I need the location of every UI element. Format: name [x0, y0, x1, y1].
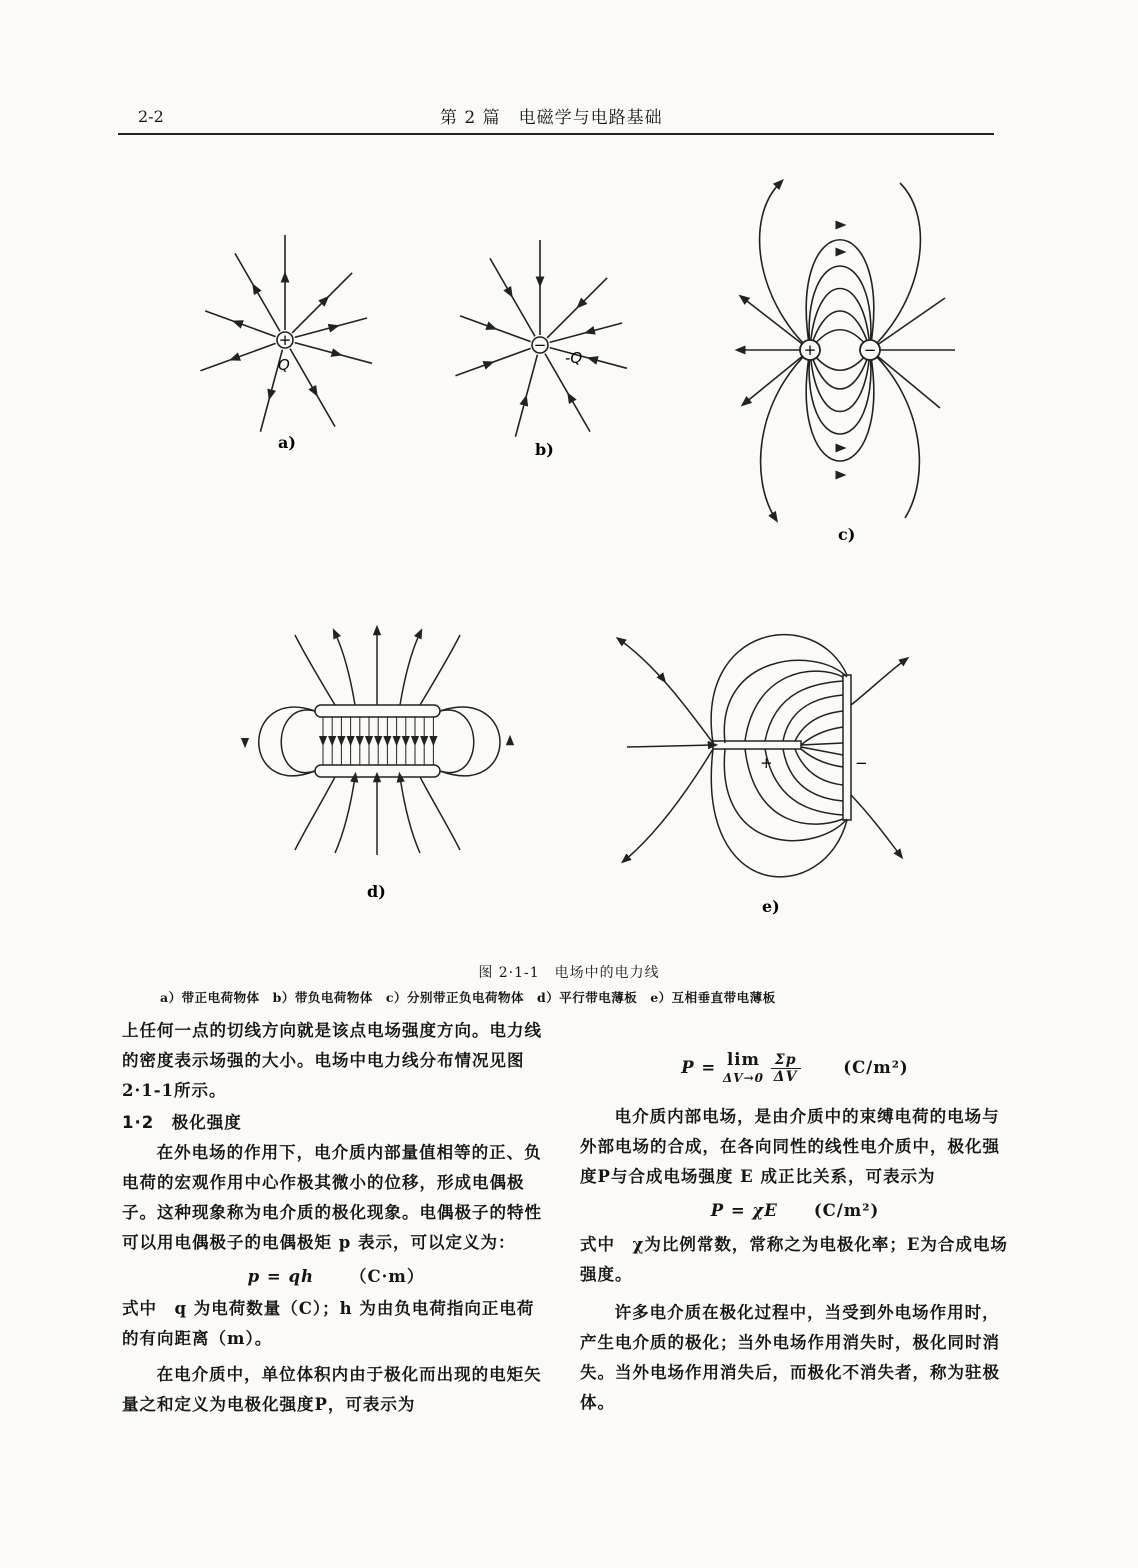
- field-line: [515, 355, 537, 437]
- figure-title: 图 2·1-1 电场中的电力线: [478, 965, 660, 981]
- section-heading: 1·2 极化强度: [122, 1113, 242, 1132]
- figure-panel-c: [735, 178, 975, 548]
- panel-b-label: b): [535, 440, 554, 459]
- field-line: [295, 343, 372, 364]
- equation-text: p = qh: [247, 1267, 315, 1286]
- field-arrow: [510, 292, 511, 293]
- dipole-positive-sign: +: [803, 341, 817, 359]
- paragraph: 电介质内部电场，是由介质中的束缚电荷的电场与外部电场的合成，在各向同性的线性电介质中，极化强度P与合成电场强度 E 成正比关系，可表示为: [580, 1107, 1000, 1186]
- lim-text: lim: [727, 1049, 761, 1069]
- field-line: [290, 349, 335, 427]
- paragraph: 在外电场的作用下，电介质内部量值相等的正、负电荷的宏观作用中心作极其微小的位移，形成电偶极子。这种现象称为电介质的极化现象。电偶极子的特性可以用电偶极子的电偶极矩 p 表示，可以定义为：: [122, 1143, 542, 1252]
- fraction: [771, 1052, 801, 1085]
- equation-polarization: [580, 1196, 1010, 1226]
- equation-lhs: P =: [681, 1058, 717, 1077]
- dipole-negative-sign: −: [863, 341, 877, 359]
- charge-label-neg-q: -Q: [565, 349, 583, 367]
- panel-d-label: d): [367, 882, 386, 901]
- field-line: [550, 323, 622, 342]
- plate-negative-sign: −: [855, 754, 868, 772]
- field-line: [200, 343, 275, 370]
- right-column: [580, 1040, 1010, 1418]
- field-line: [205, 311, 275, 337]
- field-arrow: [570, 397, 571, 398]
- equation-text: P = χE: [710, 1201, 778, 1220]
- fraction-denominator: ΔV: [773, 1069, 798, 1085]
- field-line: [455, 348, 530, 375]
- equation-dipole-moment: [122, 1262, 550, 1292]
- figure-panel-e: [615, 605, 935, 915]
- charge-label-q: Q: [278, 356, 290, 374]
- panel-a-label: a): [278, 433, 296, 452]
- figure-panel-b: [435, 240, 655, 470]
- field-arrow: [315, 391, 316, 392]
- figure-caption: a）带正电荷物体 b）带负电荷物体 c）分别带正负电荷物体 d）平行带电薄板 e）互相垂直带电薄板: [160, 990, 776, 1005]
- field-arrow: [255, 288, 256, 289]
- figure-panel-d: [235, 625, 525, 905]
- paragraph: 许多电介质在极化过程中，当受到外电场作用时，产生电介质的极化；当外电场作用消失时，极化同时消失。当外电场作用消失后，而极化不消失者，称为驻极体。: [580, 1303, 1000, 1412]
- lim-subscript: ΔV→0: [723, 1070, 765, 1085]
- header-rule: [118, 133, 994, 135]
- paragraph: 在电介质中，单位体积内由于极化而出现的电矩矢量之和定义为电极化强度P，可表示为: [122, 1365, 542, 1414]
- equation-polarization-limit: [580, 1048, 1010, 1088]
- charge-sign-positive: +: [278, 331, 292, 349]
- paragraph: 上任何一点的切线方向就是该点电场强度方向。电力线的密度表示场强的大小。电场中电力线分布情况见图2·1-1所示。: [122, 1021, 542, 1100]
- paragraph: 式中 χ为比例常数，常称之为电极化率；E为合成电场强度。: [580, 1235, 1008, 1284]
- field-line: [235, 253, 280, 331]
- panel-e-label: e): [762, 897, 780, 916]
- panel-c-label: c): [838, 525, 856, 544]
- field-line: [460, 316, 530, 342]
- field-line: [490, 258, 535, 336]
- equation-unit: (C/m²): [843, 1058, 909, 1077]
- field-arrow: [325, 300, 326, 301]
- field-line: [550, 348, 627, 369]
- running-header: 第 2 篇 电磁学与电路基础: [440, 108, 663, 128]
- equation-unit: (C/m²): [813, 1201, 880, 1220]
- charge-sign-negative: −: [533, 336, 547, 354]
- field-line: [295, 318, 367, 337]
- limit-operator: [723, 1051, 764, 1087]
- left-column: [122, 1016, 550, 1420]
- fraction-numerator: Σp: [771, 1052, 801, 1069]
- page-number: 2-2: [138, 107, 164, 126]
- plate-positive-sign: +: [760, 754, 773, 772]
- paragraph: 式中 q 为电荷数量（C）；h 为由负电荷指向正电荷的有向距离（m）。: [122, 1299, 535, 1348]
- figure-panel-a: [180, 230, 400, 460]
- field-arrow: [580, 304, 581, 305]
- equation-unit: （C·m）: [350, 1267, 425, 1286]
